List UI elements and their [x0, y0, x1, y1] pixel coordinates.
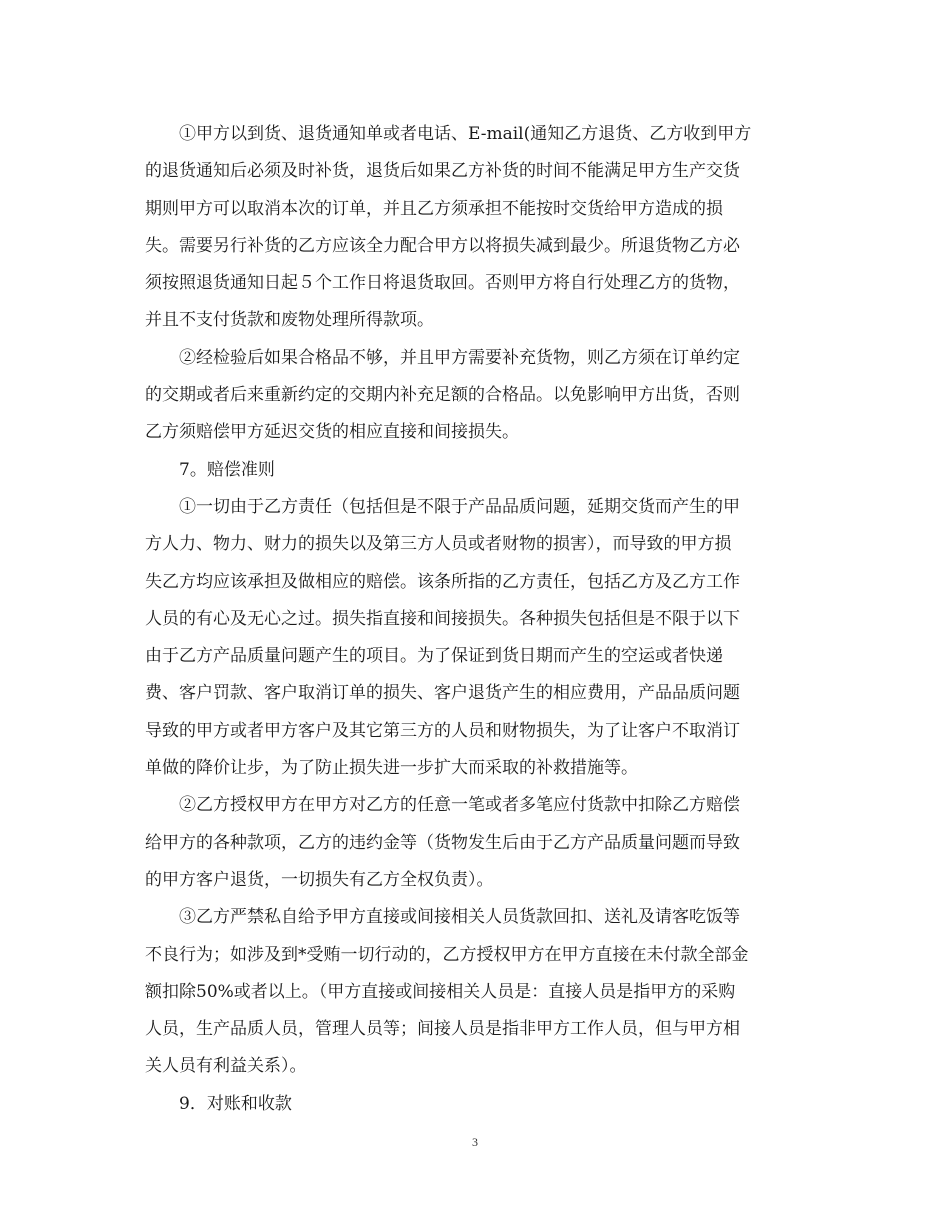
text-line: ①甲方以到货、退货通知单或者电话、E-mail(通知乙方退货、乙方收到甲方 [179, 124, 752, 144]
text-line: 人员的有心及无心之过。损失指直接和间接损失。各种损失包括但是不限于以下 [145, 608, 740, 629]
text-line: 费、客户罚款、客户取消订单的损失、客户退货产生的相应费用，产品品质问题 [145, 683, 740, 704]
text-line: 的交期或者后来重新约定的交期内补充足额的合格品。以免影响甲方出货，否则 [145, 385, 740, 406]
text-line: 导致的甲方或者甲方客户及其它第三方的人员和财物损失，为了让客户不取消订 [145, 720, 740, 741]
text-line: 的退货通知后必须及时补货，退货后如果乙方补货的时间不能满足甲方生产交货 [145, 161, 740, 182]
text-line: 不良行为；如涉及到*受贿一切行动的，乙方授权甲方在甲方直接在未付款全部金 [145, 944, 749, 965]
section-heading: 9．对账和收款 [179, 1093, 292, 1114]
text-line: ②经检验后如果合格品不够，并且甲方需要补充货物，则乙方须在订单约定 [179, 347, 740, 368]
text-line: 乙方须赔偿甲方延迟交货的相应直接和间接损失。 [145, 422, 519, 443]
text-line: 方人力、物力、财力的损失以及第三方人员或者财物的损害），而导致的甲方损 [145, 534, 732, 555]
text-line: 人员，生产品质人员，管理人员等；间接人员是指非甲方工作人员，但与甲方相 [145, 1019, 740, 1040]
text-line: 单做的降价让步，为了防止损失进一步扩大而采取的补救措施等。 [145, 758, 638, 779]
text-line: 期则甲方可以取消本次的订单，并且乙方须承担不能按时交货给甲方造成的损 [145, 198, 723, 219]
text-line: 失乙方均应该承担及做相应的赔偿。该条所指的乙方责任，包括乙方及乙方工作 [145, 571, 740, 592]
text-line: 须按照退货通知日起５个工作日将退货取回。否则甲方将自行处理乙方的货物， [145, 273, 740, 294]
text-line: 关人员有利益关系）。 [145, 1056, 307, 1077]
section-heading: 7。赔偿准则 [179, 459, 275, 480]
document-body [145, 116, 807, 1123]
text-line: 的甲方客户退货，一切损失有乙方全权负责）。 [145, 869, 494, 890]
text-line: ②乙方授权甲方在甲方对乙方的任意一笔或者多笔应付货款中扣除乙方赔偿 [179, 795, 740, 816]
text-line: 并且不支付货款和废物处理所得款项。 [145, 310, 434, 331]
text-line: ①一切由于乙方责任（包括但是不限于产品品质问题，延期交货而产生的甲 [179, 496, 740, 517]
text-line: 给甲方的各种款项，乙方的违约金等（货物发生后由于乙方产品质量问题而导致 [145, 832, 740, 853]
text-line: ③乙方严禁私自给予甲方直接或间接相关人员货款回扣、送礼及请客吃饭等 [179, 907, 740, 928]
text-line: 失。需要另行补货的乙方应该全力配合甲方以将损失减到最少。所退货物乙方必 [145, 235, 740, 256]
text-line: 由于乙方产品质量问题产生的项目。为了保证到货日期而产生的空运或者快递 [145, 646, 723, 667]
text-line: 额扣除50%或者以上。（甲方直接或间接相关人员是：直接人员是指甲方的采购 [145, 981, 736, 1002]
page-number: 3 [472, 1135, 478, 1149]
